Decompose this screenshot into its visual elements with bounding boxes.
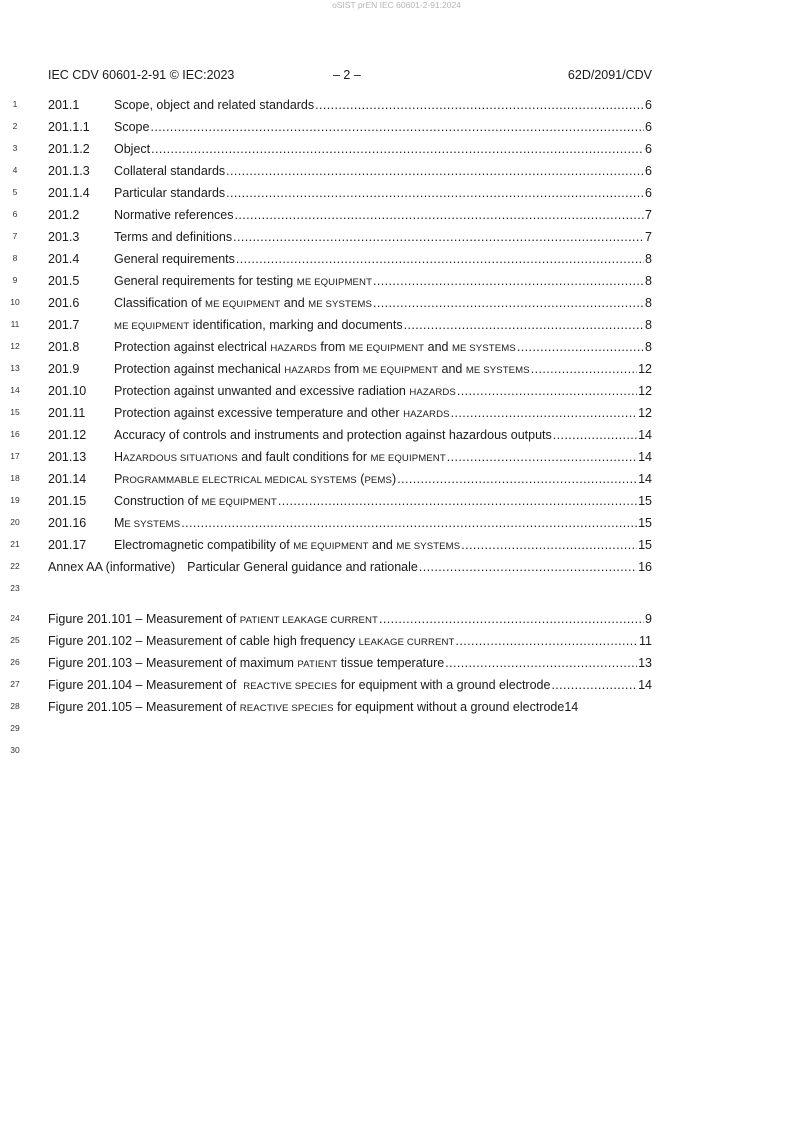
line-number: 24 — [10, 613, 20, 623]
dot-leader — [551, 674, 637, 696]
section-title: Particular standards — [114, 186, 226, 200]
figure-title: Figure 201.103 – Measurement of maximum PATIENT tissue temperature — [48, 656, 445, 670]
toc-line — [0, 468, 793, 490]
page-ref: 14 — [638, 428, 652, 442]
page-ref: 9 — [645, 612, 652, 626]
line-number: 27 — [10, 679, 20, 689]
toc-entry[interactable] — [48, 292, 652, 314]
line-number: 23 — [10, 583, 20, 593]
line-number: 2 — [12, 121, 18, 131]
page-ref: 11 — [639, 634, 652, 648]
section-title: Collateral standards — [114, 164, 226, 178]
toc-entry[interactable] — [48, 116, 652, 138]
toc-line — [0, 314, 793, 336]
section-number: 201.2 — [48, 208, 80, 222]
figure-line — [0, 674, 793, 696]
section-number: 201.9 — [48, 362, 80, 376]
toc-line — [0, 292, 793, 314]
figure-entry[interactable] — [48, 630, 652, 652]
page-ref: 8 — [645, 274, 652, 288]
header-document-id: IEC CDV 60601-2-91 © IEC:2023 — [48, 68, 235, 82]
toc-line — [0, 380, 793, 402]
line-number: 21 — [10, 539, 20, 549]
toc-entry[interactable] — [48, 270, 652, 292]
page-ref: 6 — [645, 164, 652, 178]
section-title: Construction of ME EQUIPMENT — [114, 494, 277, 508]
figure-entry[interactable] — [48, 674, 652, 696]
figure-entry[interactable] — [48, 608, 652, 630]
page-ref: 6 — [645, 186, 652, 200]
line-number: 10 — [10, 297, 20, 307]
page-ref: 14 — [638, 450, 652, 464]
figure-entry[interactable] — [48, 652, 652, 674]
section-number: 201.15 — [48, 494, 87, 508]
line-number: 3 — [12, 143, 18, 153]
dot-leader — [379, 608, 644, 630]
line-number: 14 — [10, 385, 20, 395]
section-number: 201.16 — [48, 516, 87, 530]
section-title: General requirements — [114, 252, 235, 266]
page-ref: 15 — [638, 494, 652, 508]
dot-leader — [315, 94, 644, 116]
dot-leader — [419, 556, 637, 578]
section-number: 201.6 — [48, 296, 80, 310]
dot-leader — [553, 424, 637, 446]
toc-line — [0, 204, 793, 226]
figure-title: Figure 201.105 – Measurement of REACTIVE SPECIES for equipment without a ground electrode — [48, 700, 565, 714]
page-ref: 6 — [645, 142, 652, 156]
page-ref: 12 — [638, 406, 652, 420]
section-title: Classification of ME EQUIPMENT and ME SYSTEMS — [114, 296, 373, 310]
line-number: 25 — [10, 635, 20, 645]
toc-entry[interactable] — [48, 534, 652, 556]
toc-entry[interactable] — [48, 160, 652, 182]
section-number: 201.4 — [48, 252, 80, 266]
dot-leader — [455, 630, 638, 652]
section-number: 201.11 — [48, 406, 86, 420]
line-number: 17 — [10, 451, 20, 461]
dot-leader — [447, 446, 637, 468]
section-number: 201.13 — [48, 450, 87, 464]
blank-line — [0, 578, 793, 600]
section-title: Protection against excessive temperature and other HAZARDS — [114, 406, 450, 420]
page-header — [48, 68, 652, 84]
toc-entry[interactable] — [48, 358, 652, 380]
section-number: 201.12 — [48, 428, 87, 442]
toc-entry[interactable] — [48, 512, 652, 534]
page-ref: 15 — [638, 538, 652, 552]
page-ref: 8 — [645, 318, 652, 332]
page-ref: 8 — [645, 252, 652, 266]
toc-entry[interactable] — [48, 336, 652, 358]
toc-entry[interactable] — [48, 380, 652, 402]
line-number: 19 — [10, 495, 20, 505]
dot-leader — [373, 292, 644, 314]
line-number: 8 — [12, 253, 18, 263]
figure-line — [0, 608, 793, 630]
section-title: Object — [114, 142, 151, 156]
blank-line — [0, 718, 793, 740]
line-number: 4 — [12, 165, 18, 175]
page-ref: 7 — [645, 230, 652, 244]
toc-line — [0, 446, 793, 468]
toc-entry[interactable] — [48, 490, 652, 512]
section-number: 201.1.1 — [48, 120, 90, 134]
line-number: 29 — [10, 723, 20, 733]
line-number: 20 — [10, 517, 20, 527]
toc-line — [0, 270, 793, 292]
section-title: Accuracy of controls and instruments and protection against hazardous outputs — [114, 428, 552, 442]
dot-leader — [461, 534, 637, 556]
toc-line — [0, 402, 793, 424]
line-number: 1 — [12, 99, 18, 109]
toc-line — [0, 512, 793, 534]
toc-entry[interactable] — [48, 314, 652, 336]
page-ref: 8 — [645, 296, 652, 310]
section-number: 201.14 — [48, 472, 87, 486]
annex-label: Annex AA (informative) — [48, 560, 176, 574]
dot-leader — [445, 652, 637, 674]
page-ref: 6 — [645, 120, 652, 134]
page-ref: 8 — [645, 340, 652, 354]
section-title: Normative references — [114, 208, 234, 222]
toc-entry[interactable] — [48, 182, 652, 204]
toc-entry[interactable] — [48, 226, 652, 248]
section-title: Terms and definitions — [114, 230, 233, 244]
page-ref: 14 — [564, 700, 579, 714]
section-number: 201.17 — [48, 538, 87, 552]
toc-line — [0, 182, 793, 204]
page-ref: 12 — [638, 362, 652, 376]
toc-line — [0, 358, 793, 380]
line-number: 11 — [10, 319, 20, 329]
figure-title: Figure 201.102 – Measurement of cable high frequency LEAKAGE CURRENT — [48, 634, 455, 648]
toc-entry[interactable] — [48, 424, 652, 446]
section-number: 201.1.3 — [48, 164, 90, 178]
line-number: 5 — [12, 187, 18, 197]
line-number: 13 — [10, 363, 20, 373]
page-ref: 14 — [638, 472, 652, 486]
page-ref: 7 — [645, 208, 652, 222]
toc-line — [0, 160, 793, 182]
section-title: Protection against mechanical HAZARDS from ME EQUIPMENT and ME SYSTEMS — [114, 362, 530, 376]
toc-line — [0, 248, 793, 270]
toc-line — [0, 424, 793, 446]
line-number: 26 — [10, 657, 20, 667]
blank-line — [0, 740, 793, 762]
dot-leader — [181, 512, 637, 534]
page-ref: 13 — [638, 656, 652, 670]
section-number: 201.7 — [48, 318, 80, 332]
section-title: Electromagnetic compatibility of ME EQUIPMENT and ME SYSTEMS — [114, 538, 461, 552]
toc-line — [0, 116, 793, 138]
figure-title: Figure 201.101 – Measurement of PATIENT LEAKAGE CURRENT — [48, 612, 379, 626]
header-page-number: – 2 – — [333, 68, 361, 82]
toc-entry[interactable] — [48, 248, 652, 270]
page-ref: 15 — [638, 516, 652, 530]
dot-leader — [531, 358, 637, 380]
section-title: Protection against electrical HAZARDS from ME EQUIPMENT and ME SYSTEMS — [114, 340, 516, 354]
line-number: 12 — [10, 341, 20, 351]
toc-entry[interactable] — [48, 94, 652, 116]
toc-entry[interactable] — [48, 468, 652, 490]
section-number: 201.1 — [48, 98, 80, 112]
line-number: 15 — [10, 407, 20, 417]
toc-line — [0, 226, 793, 248]
section-title: ME SYSTEMS — [114, 516, 181, 530]
line-number: 28 — [10, 701, 20, 711]
section-title: HAZARDOUS SITUATIONS and fault conditions for ME EQUIPMENT — [114, 450, 446, 464]
dot-leader — [150, 116, 644, 138]
dot-leader — [457, 380, 637, 402]
page-ref: 14 — [638, 678, 652, 692]
section-title: ME EQUIPMENT identification, marking and documents — [114, 318, 403, 332]
section-number: 201.10 — [48, 384, 87, 398]
section-title: Scope — [114, 120, 150, 134]
watermark: oSIST prEN IEC 60601-2-91:2024 — [332, 0, 461, 10]
page-ref: 12 — [638, 384, 652, 398]
section-number: 201.3 — [48, 230, 80, 244]
toc-line — [0, 138, 793, 160]
section-title: Protection against unwanted and excessive radiation HAZARDS — [114, 384, 456, 398]
line-number: 30 — [10, 745, 20, 755]
section-number: 201.1.4 — [48, 186, 90, 200]
page-ref: 6 — [645, 98, 652, 112]
dot-leader — [235, 204, 645, 226]
toc-entry[interactable] — [48, 446, 652, 468]
toc-line — [0, 556, 793, 578]
toc-entry[interactable] — [48, 204, 652, 226]
toc-entry[interactable] — [48, 402, 652, 424]
line-number: 18 — [10, 473, 20, 483]
toc-line — [0, 490, 793, 512]
figure-line — [0, 630, 793, 652]
dot-leader — [226, 182, 644, 204]
line-number: 22 — [10, 561, 20, 571]
line-number: 16 — [10, 429, 20, 439]
toc-line — [0, 534, 793, 556]
dot-leader — [236, 248, 644, 270]
header-committee-ref: 62D/2091/CDV — [567, 68, 652, 82]
section-number: 201.1.2 — [48, 142, 90, 156]
line-number: 6 — [12, 209, 18, 219]
dot-leader — [517, 336, 644, 358]
dot-leader — [226, 160, 644, 182]
section-title: General requirements for testing ME EQUIPMENT — [114, 274, 373, 288]
toc-line — [0, 94, 793, 116]
page-ref: 16 — [638, 560, 652, 574]
dot-leader — [278, 490, 637, 512]
dot-leader — [397, 468, 637, 490]
section-title: Particular General guidance and rationale — [187, 560, 418, 574]
section-number: 201.5 — [48, 274, 80, 288]
dot-leader — [373, 270, 644, 292]
section-title: PROGRAMMABLE ELECTRICAL MEDICAL SYSTEMS (PEMS) — [114, 472, 397, 486]
dot-leader — [233, 226, 644, 248]
line-number: 9 — [12, 275, 18, 285]
dot-leader — [404, 314, 644, 336]
section-number: 201.8 — [48, 340, 80, 354]
line-number: 7 — [12, 231, 18, 241]
toc-entry[interactable] — [48, 138, 652, 160]
figure-entry[interactable] — [48, 696, 668, 718]
toc-entry[interactable] — [48, 556, 652, 578]
dot-leader — [451, 402, 637, 424]
dot-leader — [151, 138, 644, 160]
figure-line — [0, 696, 793, 718]
figure-line — [0, 652, 793, 674]
toc-line — [0, 336, 793, 358]
section-title: Scope, object and related standards — [114, 98, 315, 112]
figure-title: Figure 201.104 – Measurement of REACTIVE SPECIES for equipment with a ground electrode — [48, 678, 551, 692]
